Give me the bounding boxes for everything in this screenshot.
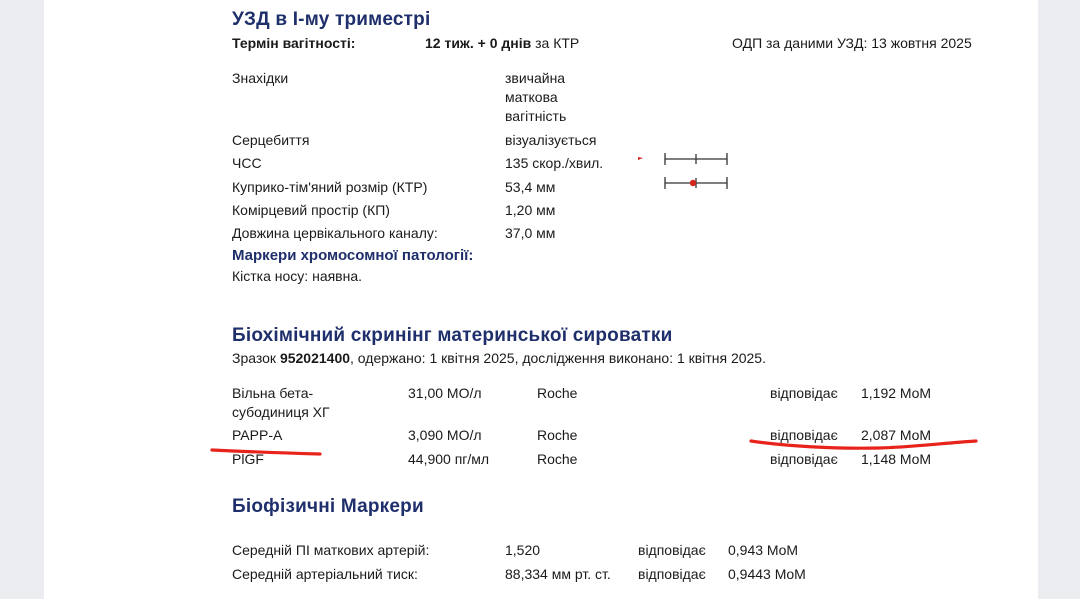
row-label: Серцебиття — [232, 132, 310, 148]
analyte-name: Вільна бета-субодиниця ХГ — [232, 385, 330, 420]
analyte-method: Roche — [537, 451, 578, 467]
sample-prefix: Зразок — [232, 350, 277, 366]
analyte-name: PlGF — [232, 451, 264, 467]
annotation-layer — [44, 0, 1038, 599]
biophys-value: 1,520 — [505, 542, 541, 558]
row-value: 37,0 мм — [505, 225, 556, 241]
analyte-status: відповідає — [770, 385, 838, 401]
row-label: Куприко-тім'яний розмір (КТР) — [232, 179, 428, 195]
analyte-mom: 1,192 MoM — [861, 385, 932, 401]
analyte-name: PAPP-A — [232, 427, 283, 443]
analyte-mom: 1,148 MoM — [861, 451, 932, 467]
uzd-title: УЗД в І-му триместрі — [232, 9, 431, 30]
analyte-method: Roche — [537, 385, 578, 401]
row-label: ЧСС — [232, 155, 262, 171]
chss-marker — [638, 157, 643, 160]
sample-suffix: , одержано: 1 квітня 2025, дослідження виконано: 1 квітня 2025. — [350, 350, 766, 366]
analyte-value: 3,090 МО/л — [408, 427, 482, 443]
sample-id: 952021400 — [279, 350, 351, 366]
biophys-name: Середній артеріальний тиск: — [232, 566, 418, 582]
analyte-method: Roche — [537, 427, 578, 443]
ktr-marker — [690, 180, 696, 186]
row-value: звичайна маткова вагітність — [505, 70, 567, 124]
row-value: візуалізується — [505, 132, 597, 148]
biophys-status: відповідає — [638, 566, 706, 582]
chss-range-bar — [638, 153, 727, 165]
term-weeks: 12 тиж. + 0 днів — [425, 35, 532, 51]
analyte-value: 31,00 МО/л — [408, 385, 482, 401]
markers-title: Маркери хромосомної патології: — [232, 247, 474, 264]
row-value: 53,4 мм — [505, 179, 556, 195]
markers-text: Кістка носу: наявна. — [232, 268, 363, 284]
row-value: 1,20 мм — [505, 202, 556, 218]
term-suffix: за КТР — [535, 35, 580, 51]
edd-text: ОДП за даними УЗД: 13 жовтня 2025 — [732, 35, 972, 51]
term-label: Термін вагітності: — [232, 35, 356, 51]
row-label: Знахідки — [232, 70, 289, 86]
analyte-mom: 2,087 MoM — [861, 427, 932, 443]
analyte-value: 44,900 пг/мл — [408, 451, 490, 467]
biochem-title: Біохімічний скринінг материнської сироватки — [232, 325, 673, 346]
row-label: Комірцевий простір (КП) — [232, 202, 390, 218]
biophys-status: відповідає — [638, 542, 706, 558]
pappa-underline-left — [212, 450, 320, 454]
biophys-name: Середній ПІ маткових артерій: — [232, 542, 430, 558]
ktr-range-bar — [665, 177, 727, 189]
analyte-status: відповідає — [770, 451, 838, 467]
pappa-underline-right — [751, 441, 976, 448]
biophys-title: Біофізичні Маркери — [232, 496, 424, 517]
analyte-status: відповідає — [770, 427, 838, 443]
biophys-mom: 0,9443 MoM — [728, 566, 806, 582]
row-value: 135 скор./хвил. — [505, 155, 604, 171]
report-page — [44, 0, 1038, 599]
biophys-mom: 0,943 MoM — [728, 542, 799, 558]
biophys-value: 88,334 мм рт. ст. — [505, 566, 611, 582]
row-label: Довжина цервікального каналу: — [232, 225, 438, 241]
